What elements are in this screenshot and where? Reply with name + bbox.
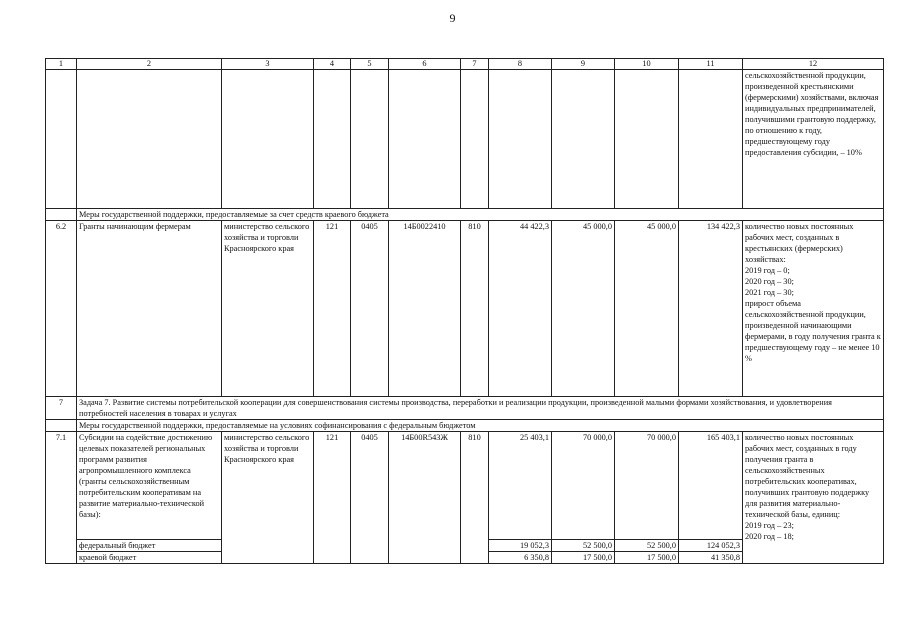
amount-2019: 44 422,3 — [489, 221, 552, 397]
table-row — [46, 432, 884, 540]
amount-2021: 52 500,0 — [615, 540, 679, 552]
executor: министерство сельского хозяйства и торговли Красноярского края — [222, 432, 314, 564]
budget-label: краевой бюджет — [77, 552, 222, 564]
section-heading-row — [46, 420, 884, 432]
result-indicator-cell: сельскохозяйственной продукции, произведенной крестьянскими (фермерскими) хозяйствами, включая индивидуальных предпринимателей, получившими грантовую поддержку, по отношению к году, предшествующему году предоставления субсидии, – 10% — [743, 70, 884, 209]
page-number: 9 — [449, 11, 456, 25]
amount-total: 134 422,3 — [679, 221, 743, 397]
task-row — [46, 397, 884, 420]
section-heading: Меры государственной поддержки, предоставляемые на условиях софинансирования с федеральным бюджетом — [77, 420, 884, 432]
result-indicator-cell: количество новых постоянных рабочих мест, созданных в году получения гранта в сельскохозяйственных потребительских кооперативах, получивших грантовую поддержку для развития материально-технической базы, единиц: 2019 год – 23; 2020 год – 18; — [743, 432, 884, 564]
amount-2020: 17 500,0 — [552, 552, 615, 564]
measure-name: Гранты начинающим фермерам — [77, 221, 222, 397]
col-header: 5 — [351, 59, 389, 70]
section-heading-row — [46, 209, 884, 221]
measure-name: Субсидии на содействие достижению целевых показателей региональных программ развития агропромышленного комплекса (гранты сельскохозяйственным потребительским кооперативам на развитие материально-технической базы): — [77, 432, 222, 540]
result-indicator-cell: количество новых постоянных рабочих мест, созданных в крестьянских (фермерских) хозяйствах: 2019 год – 0; 2020 год – 30; 2021 год – 30; прирост объема сельскохозяйственной продукции, произведенной начинающими фермерами, в году получения гранта к предшествующему году – не менее 10 % — [743, 221, 884, 397]
continuation-row — [46, 70, 884, 209]
col-header: 3 — [222, 59, 314, 70]
csr-code: 14Б00R543Ж — [389, 432, 461, 564]
col-header: 4 — [314, 59, 351, 70]
vr-code: 810 — [461, 221, 489, 397]
csr-code: 14Б0022410 — [389, 221, 461, 397]
amount-2021: 45 000,0 — [615, 221, 679, 397]
col-header: 1 — [46, 59, 77, 70]
col-header: 10 — [615, 59, 679, 70]
table-row — [46, 221, 884, 397]
col-header: 12 — [743, 59, 884, 70]
amount-2020: 45 000,0 — [552, 221, 615, 397]
section-heading: Меры государственной поддержки, предоставляемые за счет средств краевого бюджета — [77, 209, 884, 221]
grbs-code: 121 — [314, 432, 351, 564]
task-number: 7 — [46, 397, 77, 420]
task-heading: Задача 7. Развитие системы потребительской кооперации для совершенствования системы производства, переработки и реализации продукции, произведенной малыми формами хозяйствования, и удовлетворения потребностей населения в товарах и услугах — [77, 397, 884, 420]
column-number-row — [46, 59, 884, 70]
budget-label: федеральный бюджет — [77, 540, 222, 552]
col-header: 9 — [552, 59, 615, 70]
col-header: 7 — [461, 59, 489, 70]
vr-code: 810 — [461, 432, 489, 564]
amount-2020: 52 500,0 — [552, 540, 615, 552]
amount-total: 124 052,3 — [679, 540, 743, 552]
row-number: 6.2 — [46, 221, 77, 397]
col-header: 11 — [679, 59, 743, 70]
rzpr-code: 0405 — [351, 432, 389, 564]
rzpr-code: 0405 — [351, 221, 389, 397]
amount-2020: 70 000,0 — [552, 432, 615, 540]
program-table — [45, 58, 884, 564]
amount-2019: 6 350,8 — [489, 552, 552, 564]
amount-2019: 19 052,3 — [489, 540, 552, 552]
amount-2021: 17 500,0 — [615, 552, 679, 564]
amount-total: 41 350,8 — [679, 552, 743, 564]
col-header: 2 — [77, 59, 222, 70]
amount-2019: 25 403,1 — [489, 432, 552, 540]
executor: министерство сельского хозяйства и торговли Красноярского края — [222, 221, 314, 397]
amount-total: 165 403,1 — [679, 432, 743, 540]
col-header: 6 — [389, 59, 461, 70]
col-header: 8 — [489, 59, 552, 70]
grbs-code: 121 — [314, 221, 351, 397]
amount-2021: 70 000,0 — [615, 432, 679, 540]
row-number: 7.1 — [46, 432, 77, 564]
